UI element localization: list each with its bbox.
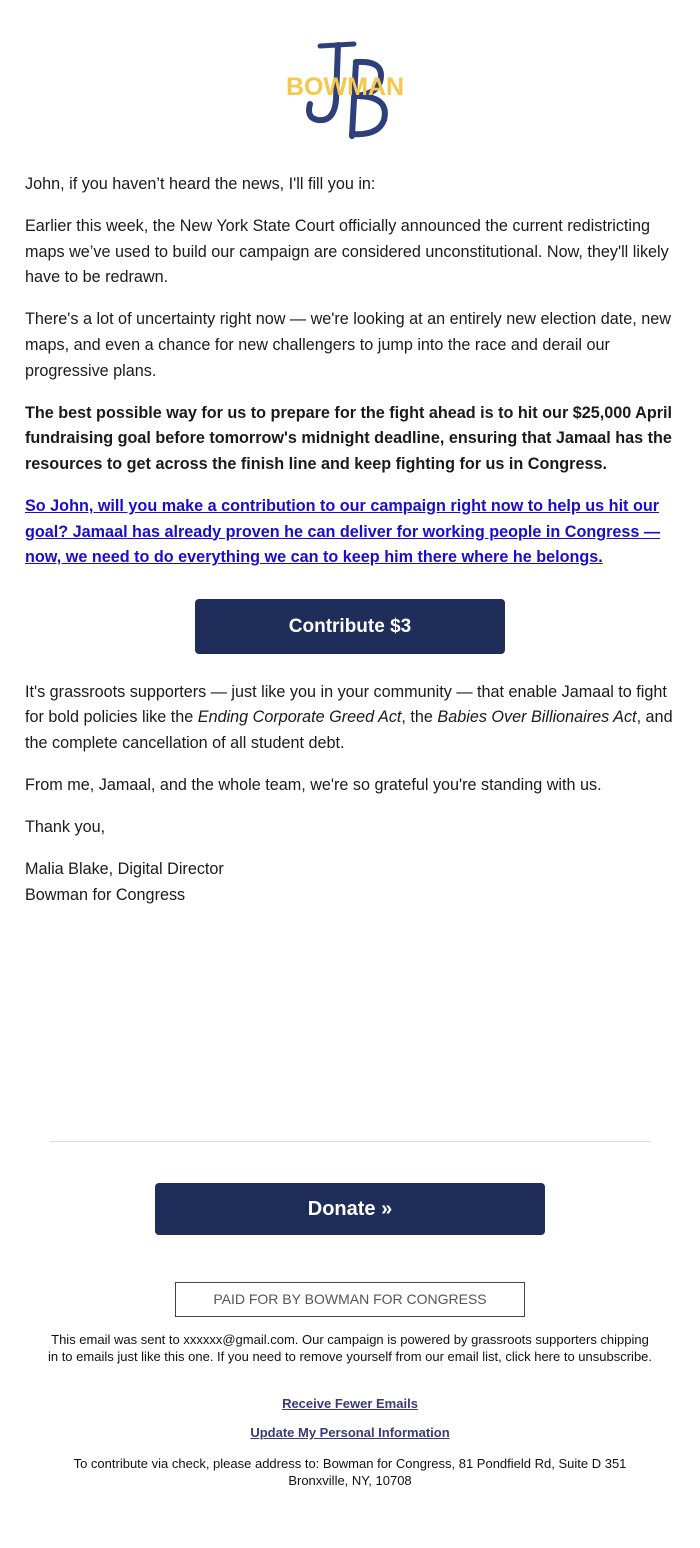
mailing-address	[30, 1455, 670, 1489]
paragraph-uncertainty: There's a lot of uncertainty right now — we're looking at an entirely new election date, new maps, and even a chance for new challengers to jump into the race and derail our progressive plans.	[25, 310, 671, 380]
footer-divider	[50, 1141, 650, 1142]
address-line-1: To contribute via check, please address to: Bowman for Congress, 81 Pondfield Rd, Suite D 351	[73, 1456, 627, 1471]
paragraph-grassroots	[25, 680, 680, 757]
signature	[25, 857, 680, 908]
policy-babies-over-billionaires: Babies Over Billionaires Act	[437, 708, 637, 727]
paid-for-disclaimer: PAID FOR BY BOWMAN FOR CONGRESS	[175, 1282, 525, 1317]
email-notice[interactable]: This email was sent to xxxxxx@gmail.com. Our campaign is powered by grassroots supporters chipping in to emails just like this one. If you need to remove yourself from our email list, click here to unsubscribe.	[47, 1332, 653, 1364]
contribution-ask-link[interactable]: So John, will you make a contribution to our campaign right now to help us hit our goal? Jamaal has already proven he can deliver for working people in Congress — now, we need to do everything we can to keep him there where he belongs.	[25, 496, 661, 567]
update-personal-info-link[interactable]: Update My Personal Information	[250, 1425, 450, 1440]
grassroots-text-b: , the	[401, 708, 438, 727]
paragraph-goal: The best possible way for us to prepare for the fight ahead is to hit our $25,000 April fundraising goal before tomorrow's midnight deadline, ensuring that Jamaal has the resources to get across the finish line and keep fighting for us in Congress.	[25, 403, 673, 473]
signature-org: Bowman for Congress	[25, 885, 186, 904]
grassroots-text-c: , and the complete cancellation of all student debt.	[25, 708, 673, 752]
thank-you: Thank you,	[25, 818, 106, 837]
receive-fewer-emails-link[interactable]: Receive Fewer Emails	[282, 1396, 418, 1411]
grassroots-text-a: It's grassroots supporters — just like you in your community — that enable Jamaal to fight for bold policies like the	[25, 682, 667, 727]
donate-button[interactable]: Donate »	[155, 1183, 545, 1235]
email-body	[25, 172, 680, 908]
contribute-button[interactable]: Contribute $3	[195, 599, 505, 654]
greeting: John, if you haven’t heard the news, I'll fill you in:	[25, 175, 376, 193]
policy-ending-corporate-greed: Ending Corporate Greed Act	[197, 708, 402, 727]
paragraph-court: Earlier this week, the New York State Court officially announced the current redistricting maps we’ve used to build our campaign are considered unconstitutional. Now, they'll likely have to be redrawn.	[25, 217, 669, 287]
signature-name: Malia Blake, Digital Director	[25, 860, 224, 879]
paragraph-grateful: From me, Jamaal, and the whole team, we're so grateful you're standing with us.	[25, 776, 602, 794]
address-line-2: Bronxville, NY, 10708	[288, 1473, 412, 1488]
logo-wordmark: BOWMAN	[286, 73, 405, 101]
campaign-logo	[280, 40, 420, 140]
